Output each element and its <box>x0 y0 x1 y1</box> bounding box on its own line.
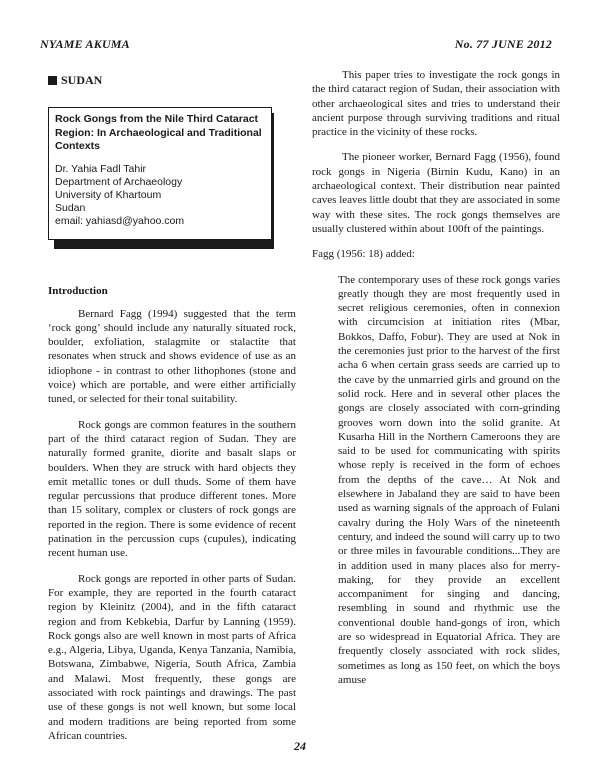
journal-name: NYAME AKUMA <box>40 37 130 51</box>
title-box-frame <box>48 107 272 240</box>
paragraph: Bernard Fagg (1994) suggested that the term ‘rock gong’ should include any naturally situated rock, boulder, exfoliation, stalagmite or stalactite that resonates when struck and shows evidence of use as an idiophone - in contrast to other lithophones (stone and voice) which are portable, and were either artificially tuned, or selected for their tonal suitability. <box>48 307 296 406</box>
author-email: email: yahiasd@yahoo.com <box>55 214 185 227</box>
paragraph: Rock gongs are reported in other parts of Sudan. For example, they are reported in the fourth cataract region by Kleinitz (2004), and in the fifth cataract region and from Kebkebia, Darfur by Lanning (1959). Rock gongs also are well known in most parts of Africa e.g., Algeria, Libya, Uganda, Kenya Tanzania, Namibia, Botswana, Zimbabwe, Nigeria, South Africa, Zambia and Malawi. Most frequently, these gongs are associated with rock paintings and drawings. The past use of these gongs is not well known, but some local and modern traditions are being reported from some African countries. <box>48 572 296 742</box>
block-quote: The contemporary uses of these rock gongs varies greatly though they are most frequently used in secret religious ceremonies, often in connexion with circumcision at initiation rites (Mbar, Bokkos, Daffo, Fobur). They are used at Nok in the ceremonies just prior to the harvest of the first acha 6 when certain grass seeds are carried up to the cave by the unmarried girls and ground on the solid rock. Here and in several other places the gongs are closely associated with corn-grinding grooves worn down into the solid granite. At Kusarha Hill in the Northern Cameroons they are said to be used for communicating with spirits whose reply is received in the form of echoes from the depths of the cave… At Nok and elsewhere in Jabaland they are said to have been used as warning signals of the approach of Fulani cavalry during the Holy Wars of the nineteenth century, and indeed the sound will carry up to two or three miles in favourable conditions...They are in addition used in many places also for merry-making, for they provide an excellent accompaniment for singing and dancing, resembling in sound and rhythmic use the conventional double hand-gongs of iron, which are so widespread in Equatorial Africa. They are frequently closely associated with rock slides, sometimes as long as 150 feet, on which the boys amuse <box>338 273 560 686</box>
square-bullet-icon <box>48 76 57 85</box>
section-tag <box>48 73 296 87</box>
paragraph: Rock gongs are common features in the southern part of the third cataract region of Sudan. They are naturally formed granite, diorite and basalt slaps or boulders. When they are struck with hard objects they emit metallic tones or dull thuds. Some of them have regular percussions that produce different tones. More than 15 solitary, complex or clusters of rock gongs are reported in the region. There is some evidence of recent patination in the percussion cups (cupules), indicating recent human use. <box>48 418 296 560</box>
author-department: Department of Archaeology <box>55 175 183 188</box>
paragraph: The pioneer worker, Bernard Fagg (1956), found rock gongs in Nigeria (Birnin Kudu, Kano) in an archaeological context. Their distribution near painted caves leaves little doubt that they are associated in some way with these sites. The rock gongs themselves are usually clustered within about 100ft of the paintings. <box>312 151 560 235</box>
left-column <box>48 68 296 754</box>
title-box <box>48 107 274 243</box>
author-university: University of Khartoum <box>55 188 162 201</box>
right-column <box>312 68 560 687</box>
paragraph: This paper tries to investigate the rock gongs in the third cataract region of Sudan, their association with other archaeological sites and tries to understand their ancient purpose through surviving traditions and ritual practice in the vicinity of these rocks. <box>312 69 560 139</box>
page-number: 24 <box>294 739 306 753</box>
author-country: Sudan <box>55 201 86 214</box>
section-label: SUDAN <box>61 73 103 87</box>
quote-intro: Fagg (1956: 18) added: <box>312 248 415 261</box>
author-name: Dr. Yahia Fadl Tahir <box>55 162 147 175</box>
article-title: Rock Gongs from the Nile Third Cataract Region: In Archaeological and Traditional Contexts <box>55 113 262 153</box>
issue-label: No. 77 JUNE 2012 <box>454 37 552 51</box>
introduction-heading: Introduction <box>48 285 108 298</box>
